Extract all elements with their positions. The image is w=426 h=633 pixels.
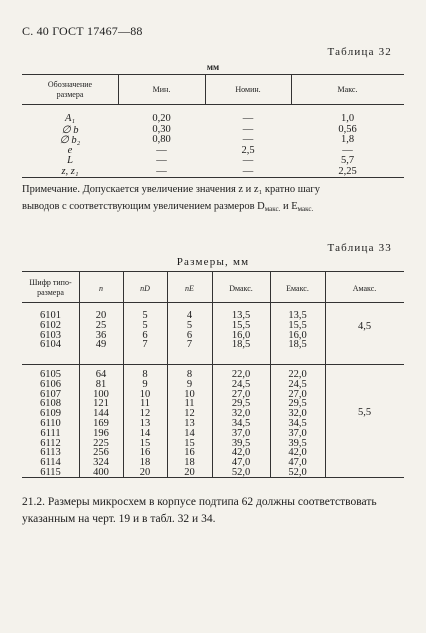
table33-cell-D: 16,0 [231,329,251,341]
table33-cell-D: 47,0 [231,457,251,469]
table32-cell-name: A₁ [64,113,76,124]
table33-cell-nD: 15 [139,437,151,449]
table33-col-divider [325,271,326,477]
table33-cell-n: 256 [93,447,109,459]
table33-header-amax: Aмакс. [352,284,377,293]
note-subscript: макс. [297,205,314,213]
table33-cell-D: 34,5 [231,418,251,429]
table33-cell-n: 20 [95,310,107,321]
table33-header-emax: Eмакс. [286,284,309,293]
note-line-2 [22,201,313,213]
table32-cell-nom: 2,5 [241,144,255,156]
table33-cell-codes: 6111 [40,427,61,439]
table32-cell-nom: — [242,113,254,124]
table32-cell-min: 0,20 [152,113,171,124]
table33-cell-nD: 5 [142,310,148,321]
table33-cell-nE: 12 [184,408,195,420]
table33-header-nd: nD [140,284,150,293]
table33-cell-nD: 20 [139,467,151,478]
table33-cell-codes: 6109 [40,408,61,420]
table32-header-min: Мин. [152,85,171,94]
table33-cell-codes: 6101 [40,310,61,321]
table33-cell-codes: 6104 [40,339,61,351]
body-paragraph: 21.2. Размеры микросхем в корпусе подтипа 62 должны соответствовать указанным на черт. 19 и в табл. 32 и 34. [22,496,377,525]
table33-cell-D: 32,0 [231,408,251,420]
table33-cell-nE: 10 [184,388,195,400]
table33-header-n: n [99,284,103,293]
table32-cell-max: 1,8 [340,134,355,145]
table33-caption: Таблица 33 [327,242,392,254]
table33-cell-E: 39,5 [288,437,307,449]
table33-cell-D: 27,0 [231,388,251,400]
table33-cell-codes: 6103 [40,329,61,341]
table33-cell-nE: 5 [186,319,193,331]
table33-cell-nD: 18 [139,457,151,469]
table33-cell-codes: 6105 [40,369,61,380]
table32-cell-name: e [67,144,73,156]
table33-group1-amax: 4,5 [357,321,372,332]
table33-cell-D: 24,5 [231,378,251,390]
table33-cell-D: 37,0 [231,427,251,439]
table32-header-name: Обозначение размера [47,80,93,99]
table33-cell-E: 13,5 [288,310,307,321]
table33-cell-n: 196 [93,427,109,439]
table33-cell-codes: 6107 [40,388,61,400]
table33-cell-E: 15,5 [288,319,307,331]
table32-cell-max: 2,25 [338,165,357,177]
table33-cell-nE: 14 [184,427,195,439]
table33-cell-n: 225 [93,437,109,449]
table33-cell-nE: 4 [186,310,193,321]
table33-cell-codes: 6115 [40,467,61,478]
table33-cell-D: 39,5 [231,437,251,449]
table33-cell-nD: 5 [142,319,148,331]
table32-cell-max: 1,0 [340,113,355,124]
table33-cell-n: 36 [95,329,107,341]
table33-cell-E: 29,5 [288,398,307,410]
table33-cell-n: 25 [95,319,107,331]
table32-cell-max: — [342,144,353,156]
table33-cell-codes: 6106 [40,378,61,390]
table33-cell-nD: 16 [139,447,151,459]
table33-cell-E: 22,0 [288,369,307,380]
table33-group2-amax: 5,5 [357,407,372,418]
table33-cell-n: 324 [93,457,109,469]
table33-cell-D: 22,0 [231,369,251,380]
table32-cell-name: ∅ b [61,124,79,136]
table32-cell-min: — [156,144,167,156]
table33-cell-E: 24,5 [288,378,307,390]
table33-cell-nE: 16 [184,447,195,459]
table33-cell-D: 13,5 [231,310,251,321]
table33-cell-codes: 6113 [40,447,61,459]
table32-cell-min: — [156,155,167,166]
table33-cell-nD: 6 [142,329,148,341]
table32-cell-min: — [156,165,167,177]
table33-cell-E: 27,0 [288,388,307,400]
table33-cell-D: 29,5 [231,398,251,410]
table33-cell-n: 81 [95,378,107,390]
table32-header-max: Макс. [337,85,358,94]
table32-cell-name: z, z₁ [61,165,79,177]
table33-cell-nD: 13 [139,418,151,429]
table33-cell-nE: 20 [184,467,195,478]
table33-cell-codes: 6110 [40,418,61,429]
table33-cell-n: 49 [95,339,107,351]
table33-cell-nE: 7 [186,339,193,351]
table33-cell-E: 42,0 [288,447,307,459]
table33-cell-E: 18,5 [288,339,307,351]
table32-cell-min: 0,80 [152,134,171,145]
table32-cell-nom: — [242,123,254,135]
table33-cell-n: 400 [93,467,109,478]
table33-cell-D: 15,5 [231,319,251,331]
table33-cell-nD: 14 [139,427,151,439]
table33-cell-D: 42,0 [231,447,251,459]
table32-header-nom: Номин. [235,85,261,94]
table33-cell-E: 16,0 [288,329,307,341]
table33-header-dmax: Dмакс. [229,284,253,293]
table33-cell-nE: 15 [184,437,195,449]
table33-cell-n: 100 [93,388,109,400]
table33-cell-nD: 8 [142,369,148,380]
table32-cell-max: 0,56 [338,123,357,135]
table33-cell-codes: 6114 [40,457,61,469]
table33-cell-D: 52,0 [231,467,251,478]
note-line-1 [22,184,320,195]
table33-cell-nE: 13 [184,418,195,429]
table33-units: Размеры, мм [176,256,250,268]
table33-cell-codes: 6102 [40,319,61,331]
table33-cell-E: 32,0 [288,408,307,420]
table32-top-rule [22,74,404,75]
table32-cell-nom: — [242,165,254,177]
table32-header-rule [22,104,404,105]
table33-cell-nD: 10 [139,388,151,400]
table32-cell-max: 5,7 [340,155,355,166]
table33-cell-codes: 6112 [40,437,61,449]
table33-cell-n: 169 [93,418,109,429]
table33-cell-E: 37,0 [288,427,307,439]
table33-cell-nE: 9 [186,378,193,390]
table33-cell-n: 64 [95,369,107,380]
note-text: и E [282,201,298,212]
page-header: С. 40 ГОСТ 17467—88 [22,24,143,38]
table33-cell-nD: 12 [139,408,151,420]
table32-cell-name: ∅ b₂ [59,135,81,146]
table32-bottom-rule [22,177,404,178]
table32-cell-name: L [67,155,73,166]
table33-header-code: Шифр типо- размера [29,278,72,297]
table33-cell-nE: 18 [184,457,195,469]
table33-cell-nD: 9 [142,378,148,390]
table33-cell-E: 34,5 [288,418,307,429]
table33-cell-codes: 6108 [40,398,61,410]
table32-caption: Таблица 32 [327,46,392,58]
table33-cell-nE: 11 [184,398,195,410]
table33-cell-n: 121 [93,398,109,410]
table33-cell-E: 52,0 [288,467,307,478]
table32-cell-min: 0,30 [152,123,171,135]
table32-cell-nom: — [242,155,254,166]
table33-header-ne: nE [185,284,194,293]
note-subscript: макс. [264,205,281,213]
note-text: Примечание. Допускается увеличение значения z и z₁ кратно шагу [22,184,320,195]
note-text: выводов с соответствующим увеличением размеров D [22,201,265,212]
table32-cell-nom: — [242,134,254,145]
table33-cell-nD: 7 [142,339,148,351]
table33-cell-E: 47,0 [288,457,307,469]
table32-units: мм [206,62,220,72]
table33-cell-nE: 8 [186,369,193,380]
table33-cell-D: 18,5 [231,339,251,351]
table33-cell-n: 144 [93,408,109,420]
table33-cell-nD: 11 [139,398,151,410]
table33-cell-nE: 6 [186,329,193,341]
